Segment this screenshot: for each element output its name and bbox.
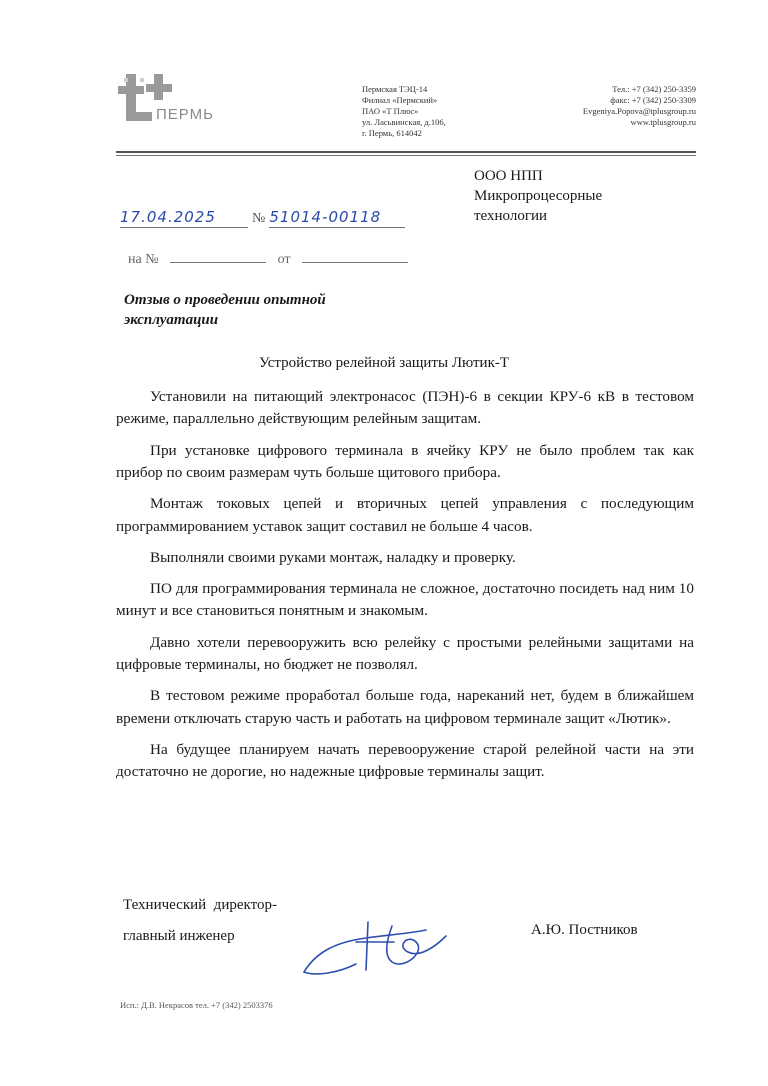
paragraph: ПО для программирования терминала не сложное, достаточно посидеть над ним 10 минут и все становиться понятным и знакомым. — [116, 580, 694, 620]
outgoing-date: 17.04.2025 — [120, 208, 216, 226]
letter-body — [116, 386, 694, 792]
header-divider-thin — [116, 155, 696, 156]
paragraph: Монтаж токовых цепей и вторичных цепей управления с последующим программированием уставок защит составил не больше 4 часов. — [116, 495, 694, 535]
contact-details: Тел.: +7 (342) 250-3359 факс: +7 (342) 250-3309 Evgeniya.Popova@tplusgroup.ru www.tplusgroup.ru — [582, 84, 696, 127]
incoming-reference — [128, 252, 408, 268]
paragraph: При установке цифрового терминала в ячейку КРУ не было проблем так как прибор по своим размерам чуть больше щитового прибора. — [116, 441, 694, 482]
organization-details: Пермская ТЭЦ-14 Филиал «Пермский» ПАО «Т Плюс» ул. Ласьвинская, д.106, г. Пермь, 614042 — [362, 84, 446, 138]
outgoing-reference — [120, 208, 420, 228]
letter-subject: Отзыв о проведении опытной эксплуатации — [124, 292, 326, 328]
signatory-position: Технический директор- главный инженер — [123, 897, 277, 944]
outgoing-number: 51014-00118 — [269, 208, 382, 226]
number-sign: № — [252, 211, 266, 226]
footer-contact: Исп.: Д.В. Некрасов тел. +7 (342) 2503376 — [120, 1000, 273, 1010]
handwritten-signature — [296, 912, 456, 984]
ref-date-label: от — [277, 252, 291, 267]
paragraph: В тестовом режиме проработал больше года, нареканий нет, будем в ближайшем времени отключать старую часть и работать на цифровом терминале защит «Лютик». — [116, 687, 694, 727]
paragraph: Установили на питающий электронасос (ПЭН)-6 в секции КРУ-6 кВ в тестовом режиме, параллельно действующим релейным защитам. — [116, 388, 694, 428]
paragraph: Выполняли своими руками монтаж, наладку и проверку. — [150, 548, 516, 566]
paragraph: На будущее планируем начать перевооружение старой релейной части на эти достаточно не дорогие, но надежные цифровые терминалы защит. — [116, 740, 694, 781]
company-logo — [116, 72, 236, 132]
paragraph: Давно хотели перевооружить всю релейку с простыми релейными защитами на цифровые терминалы, но бюджет не позволял. — [116, 633, 694, 674]
ref-number-label: на № — [128, 252, 159, 267]
header-divider — [116, 151, 696, 153]
logo-text: ПЕРМЬ — [156, 106, 214, 123]
signatory-name: А.Ю. Постников — [531, 922, 638, 938]
addressee-block: ООО НПП Микропроцесорные технологии — [474, 168, 603, 224]
letter-title: Устройство релейной защиты Лютик-Т — [258, 355, 510, 371]
